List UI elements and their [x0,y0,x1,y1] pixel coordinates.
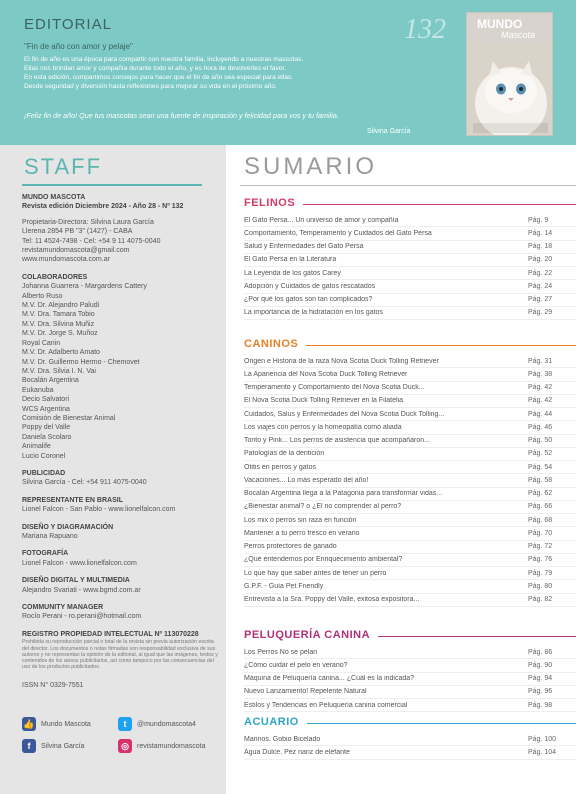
collaborator-name: M.V. Dr. Guillermo Hermo - Chemovet [22,358,140,366]
toc-entry[interactable] [244,421,576,434]
staff-section-text: Rocío Perani - ro.perani@hotmail.com [22,613,142,621]
collaborator-name: Alberto Ruso [22,292,63,300]
toc-entry-title: Torito y Pink... Los perros de asistencia que acompañaron... [244,437,430,445]
collaborator-name: M.V. Dr. Alejandro Paludi [22,302,100,310]
instagram-icon: ◎ [118,739,132,753]
sumario-divider [240,185,576,186]
section-rule [307,723,576,724]
staff-section-text: Mariana Rapuano [22,533,78,540]
toc-entry-title: Nuevo Lanzamiento! Repelente Natural [244,688,367,696]
twitter-label: @mundomascota4 [137,720,196,728]
toc-entry-title: ¿Cómo cuidar el pelo en verano? [244,661,348,669]
collaborator-name: Animalife [22,443,51,451]
toc-entry-page: Pág. 42 [528,384,553,392]
staff-column [0,145,226,794]
staff-section-text: Alejandro Svariati - www.bgmd.com.ar [22,586,141,594]
collaborators-list [22,282,222,461]
collaborator-name: WCS Argentina [22,405,70,413]
instagram-link[interactable] [118,739,205,753]
toc-entry-page: Pág. 14 [528,229,553,237]
toc-entry-title: Marinos. Gobio Bicelado [244,735,321,743]
toc-entry[interactable] [244,241,576,254]
staff-section-title: DISEÑO DIGITAL Y MULTIMEDIA [22,577,130,585]
cover-logo-mascota: Mascota [501,30,536,40]
collaborator-name: M.V. Dr. Jorge S. Muñoz [22,330,98,338]
staff-body [22,193,222,690]
toc-entry-page: Pág. 38 [528,370,553,378]
sumario-section [244,338,576,607]
staff-heading: STAFF [24,154,103,179]
toc-entry-title: Mantener a tu perro fresco en verano [244,529,360,537]
collaborator-name: M.V. Dra. Silvina Muñiz [22,320,95,328]
toc-entry-page: Pág. 72 [528,543,553,551]
toc-entry-page: Pág. 90 [528,661,553,669]
facebook-icon: f [22,739,36,753]
cover-logo-mundo: MUNDO [477,17,523,31]
toc-entry-title: ¿Por qué los gatos son tan complicados? [244,296,373,304]
section-title: FELINOS [244,197,296,209]
toc-entry-title: Lo que hay que saber antes de tener un perro [244,569,387,577]
toc-entry[interactable] [244,733,576,746]
editorial-paragraph: El fin de año es una época para compartir con nuestra familia, incluyendo a nuestras mascotas. [24,56,304,63]
toc-entry-page: Pág. 54 [528,463,553,471]
toc-entry-page: Pág. 31 [528,357,553,365]
toc-entry-title: La Leyenda de los gatos Carey [244,269,341,277]
editorial-paragraph: En esta edición, compartimos consejos para hacer que el fin de año sea especial para ellas. [24,74,294,81]
toc-entry[interactable] [244,541,576,554]
toc-entry-title: La Apariencia del Nova Scotia Duck Tolling Retriever [244,370,408,378]
toc-entry-title: Otitis en perros y gatos [244,463,316,471]
toc-entry-title: Vacaciones... Lo más esperado del año! [244,476,369,484]
toc-entry-title: G.P.F. - Guía Pet Friendly [244,582,324,590]
legal-notice: Prohibida su reproducción parcial o total de la revista sin previa autorización escrita del director. Los documentos o notas firmadas son responsabilidad exclusiva de sus autores y no representan la opinión de la editorial, al igual que las imágenes, textos y contenidos de los avisos publicitarios, así como tampoco por las consecuencias del uso de los productos publicitados. [22,639,218,671]
toc-entry-page: Pág. 52 [528,450,553,458]
toc-entry-page: Pág. 58 [528,476,553,484]
toc-entry-page: Pág. 100 [528,735,557,743]
staff-section-title: COMMUNITY MANAGER [22,604,104,612]
toc-entry-page: Pág. 46 [528,423,553,431]
toc-entry[interactable] [244,646,576,659]
editorial-title: EDITORIAL [24,16,112,33]
toc-entry[interactable] [244,699,576,712]
facebook-link-mundo-mascota[interactable] [22,717,91,731]
toc-entry-title: Los Perros No se pelan [244,648,318,656]
editorial-paragraph: Ellas nos brindan amor y compañía durante todo el año, y es hora de devolverles el favor. [24,65,287,72]
toc-entry-page: Pág. 79 [528,569,553,577]
facebook-label: Silvina García [41,742,85,750]
owner-line: Tel: 11 4524-7498 - Cel: +54 9 11 4075-0040 [22,237,161,245]
toc-entry-title: Adopción y Cuidados de gatos rescatados [244,282,376,290]
editorial-closing: ¡Feliz fin de año! Que tus mascotas sean una fuente de inspiración y felicidad para vos y tu familia. [24,111,339,120]
issn: ISSN N° 0329-7551 [22,681,84,689]
toc-entry-title: ¿Qué entendemos por Enriquecimiento ambiental? [244,556,403,564]
toc-entry-title: Origen e Historia de la raza Nova Scotia Duck Tolling Retriever [244,357,439,365]
collaborator-name: Poppy del Valle [22,424,71,432]
toc-entry[interactable] [244,527,576,540]
toc-entry[interactable] [244,280,576,293]
section-rule [303,204,576,205]
twitter-icon: t [118,717,132,731]
toc-entry-page: Pág. 76 [528,556,553,564]
staff-underline [22,184,202,186]
toc-entry-title: El Gato Persa en la Literatura [244,256,337,264]
persian-cat-image [467,43,553,136]
toc-entry-page: Pág. 24 [528,282,553,290]
staff-section-title: PUBLICIDAD [22,469,66,477]
section-rule [306,345,576,346]
toc-entry-title: La importancia de la hidratación en los gatos [244,309,383,317]
toc-entry-page: Pág. 86 [528,648,553,656]
toc-entry-title: Perros protectores de ganado [244,543,337,551]
toc-entry[interactable] [244,580,576,593]
toc-entry-title: Estilos y Tendencias en Peluquería canina comercial [244,701,408,709]
owner-line: Llerena 2854 PB "3" (1427) - CABA [22,228,133,236]
registry-title: REGISTRO PROPIEDAD INTELECTUAL Nº 113070228 [22,630,199,638]
toc-entry[interactable] [244,307,576,320]
collaborator-name: Comisión de Bienestar Animal [22,414,116,422]
collaborators-title: COLABORADORES [22,273,88,281]
toc-entry-page: Pág. 98 [528,701,553,709]
collaborator-name: Royal Canin [22,339,61,347]
toc-entry-page: Pág. 80 [528,582,553,590]
section-rule [378,636,576,637]
social-links [22,717,222,767]
toc-entry-title: Patologías de la dentición [244,450,325,458]
toc-entry-title: El Gato Persa... Un universo de amor y compañía [244,216,399,224]
staff-section-text: Silvina García - Cel: +54 911 4075-0040 [22,479,147,487]
section-title: ACUARIO [244,716,299,728]
toc-entry-page: Pág. 42 [528,397,553,405]
staff-sections [22,469,222,622]
editorial-body [24,55,424,91]
staff-section-text: Lionel Falcon - www.lionelfalcon.com [22,559,137,567]
toc-entry-page: Pág. 50 [528,437,553,445]
toc-entry-page: Pág. 94 [528,675,553,683]
toc-entry[interactable] [244,659,576,672]
magazine-name: MUNDO MASCOTA [22,194,86,201]
toc-entry[interactable] [244,501,576,514]
collaborator-name: M.V. Dra. Silvia I. N. Vai [22,367,96,375]
staff-section-title: FOTOGRAFÍA [22,550,69,558]
sumario-section [244,716,576,760]
toc-entry-page: Pág. 96 [528,688,553,696]
toc-entry-page: Pág. 20 [528,256,553,264]
editorial-paragraph: Desde seguridad y diversión hasta reflexiones para mejorar su vida en el próximo año. [24,83,277,90]
toc-entry[interactable] [244,686,576,699]
toc-entry[interactable] [244,294,576,307]
editorial-signature: Silvina García [367,128,411,135]
staff-section-text: Lionel Falcon - San Pablo - www.lionelfalcon.com [22,506,176,514]
owner-line: Propietaria-Directora: Silvina Laura García [22,218,154,226]
toc-entry-title: Salud y Enfermedades del Gato Persa [244,243,364,251]
toc-entry[interactable] [244,488,576,501]
toc-entry-page: Pág. 22 [528,269,553,277]
email-link[interactable]: revistamundomascota@gmail.com [22,247,130,255]
sumario-section [244,197,576,320]
sumario-section [244,629,576,712]
toc-entry-title: Bocalán Argentina llega a la Patagonia para transformar vidas... [244,490,443,498]
toc-entry-title: Los mix o perros sin raza en función [244,516,357,524]
toc-entry[interactable] [244,474,576,487]
toc-entry-page: Pág. 44 [528,410,553,418]
toc-entry-page: Pág. 82 [528,596,553,604]
toc-entry[interactable] [244,368,576,381]
toc-entry[interactable] [244,594,576,607]
toc-entry[interactable] [244,267,576,280]
toc-entry[interactable] [244,408,576,421]
toc-entry-page: Pág. 66 [528,503,553,511]
section-title: CANINOS [244,338,299,350]
collaborator-name: Bocalán Argentina [22,377,79,385]
toc-entry[interactable] [244,448,576,461]
facebook-label: Mundo Mascota [41,720,91,728]
toc-entry[interactable] [244,214,576,227]
toc-entry-page: Pág. 9 [528,216,549,224]
issue-number: 132 [404,14,446,45]
toc-entry[interactable] [244,673,576,686]
toc-entry[interactable] [244,461,576,474]
toc-entry[interactable] [244,395,576,408]
facebook-link-silvina[interactable] [22,739,85,753]
sumario-heading: SUMARIO [244,153,378,180]
toc-entry[interactable] [244,227,576,240]
collaborator-name: M.V. Dra. Tamara Tobio [22,311,95,319]
toc-entry-title: Cuidados, Salus y Enfermedades del Nova Scotia Duck Tolling... [244,410,445,418]
toc-entry-title: Máquina de Peluquería canina... ¿Cuál es la indicada? [244,675,415,683]
edition-info: Revista edición Diciembre 2024 - Año 28 - Nº 132 [22,203,184,211]
staff-section-title: REPRESENTANTE EN BRASIL [22,496,123,504]
magazine-cover [466,12,553,136]
instagram-label: revistamundomascota [137,742,206,750]
collaborator-name: Johanna Guarrera - Margardens Cattery [22,283,147,291]
toc-entry-title: Los viajes con perros y la homeopatía como aliada [244,423,402,431]
toc-entry[interactable] [244,746,576,759]
collaborator-name: Lucio Coronel [22,452,66,460]
collaborator-name: M.V. Dr. Adalberto Amato [22,349,100,357]
collaborator-name: Daniela Scolaro [22,433,72,441]
toc-entry[interactable] [244,567,576,580]
staff-section-title: DISEÑO Y DIAGRAMACIÓN [22,523,114,531]
toc-entry-title: El Nova Scotia Duck Tolling Retriever en la Filatelia [244,397,403,405]
toc-entry[interactable] [244,382,576,395]
toc-entry-page: Pág. 29 [528,309,553,317]
toc-entry[interactable] [244,254,576,267]
toc-entry-title: Entrevista a la Sra. Poppy del Valle, exitosa expositora... [244,596,420,604]
collaborator-name: Eukanuba [22,386,54,394]
website-link[interactable]: www.mundomascota.com.ar [22,256,110,264]
collaborator-name: Decio Salvatori [22,396,70,404]
toc-entry[interactable] [244,554,576,567]
twitter-link[interactable] [118,717,196,731]
like-icon: 👍 [22,717,36,731]
toc-entry-title: ¿Bienestar animal? o ¿El no comprender al perro? [244,503,402,511]
toc-entry-page: Pág. 68 [528,516,553,524]
toc-entry-page: Pág. 62 [528,490,553,498]
toc-entry-title: Agua Dulce. Pez nariz de elefante [244,748,350,756]
toc-entry-page: Pág. 70 [528,529,553,537]
editorial-banner [0,0,576,145]
toc-entry-title: Comportamiento, Temperamento y Cuidados del Gato Persa [244,229,432,237]
editorial-quote: "Fin de año con amor y pelaje" [24,42,133,51]
toc-entry[interactable] [244,355,576,368]
section-title: PELUQUERÍA CANINA [244,629,371,641]
toc-entry-title: Temperamento y Comportamiento del Nova Scotia Duck... [244,384,425,392]
toc-entry-page: Pág. 104 [528,748,557,756]
toc-entry-page: Pág. 27 [528,296,553,304]
toc-entry-page: Pág. 18 [528,243,553,251]
toc-entry[interactable] [244,514,576,527]
toc-entry[interactable] [244,435,576,448]
